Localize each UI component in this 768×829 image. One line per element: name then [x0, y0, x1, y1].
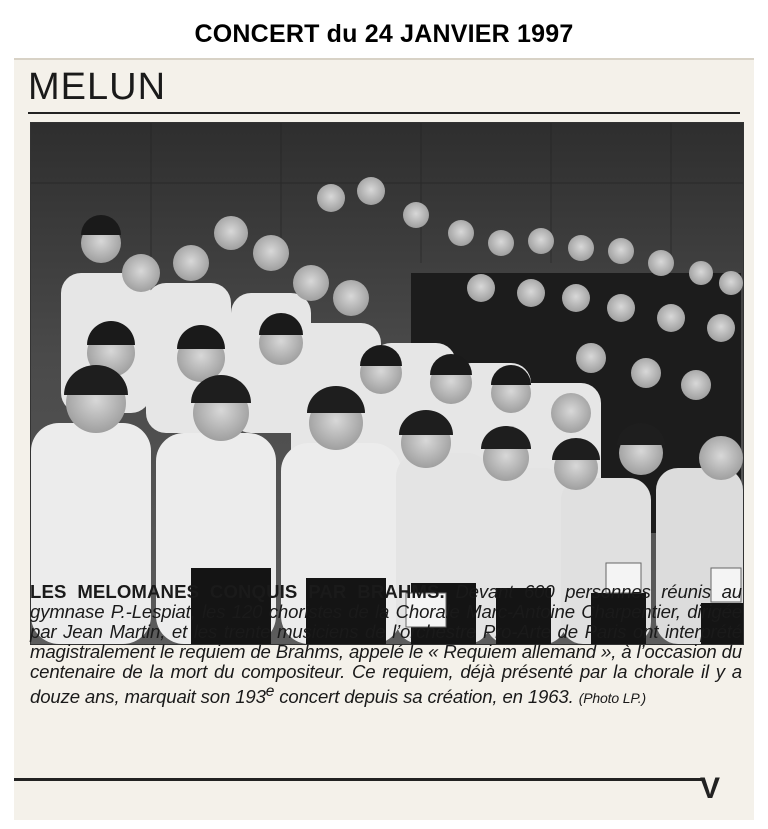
page-heading: CONCERT du 24 JANVIER 1997: [194, 20, 574, 48]
choir-photo: [30, 122, 744, 645]
newspaper-clipping: [14, 58, 754, 820]
bottom-rule: [14, 778, 704, 781]
photo-caption: [30, 582, 742, 708]
caption-body-end: concert depuis sa création, en 1963.: [279, 686, 574, 708]
page-mark: V: [700, 772, 721, 805]
choir-photo-image: [31, 123, 743, 644]
caption-headline: LES MELOMANES CONQUIS PAR BRAHMS.: [30, 581, 445, 602]
caption-superscript: e: [265, 683, 275, 700]
section-title: MELUN: [28, 66, 167, 108]
caption-body-text: Devant 600 personnes réunis au gymnase P.-Lespiat, les 120 choristes de la Chorale Marc-Antoine Charpentier, dirigée par Jean Martin, et les trente musiciens de l’orchestre Pro-Arte de Paris ont interprété magistralement le requiem de Brahms, appelé le « Requiem allemand », à l’occasion du centenaire de la mort du compositeur. Ce requiem, déjà présenté par la chorale il y a douze ans, marquait son 193: [30, 581, 742, 708]
section-rule: [28, 112, 740, 114]
photo-credit: (Photo LP.): [578, 690, 647, 707]
clipping-edge: [14, 58, 754, 60]
